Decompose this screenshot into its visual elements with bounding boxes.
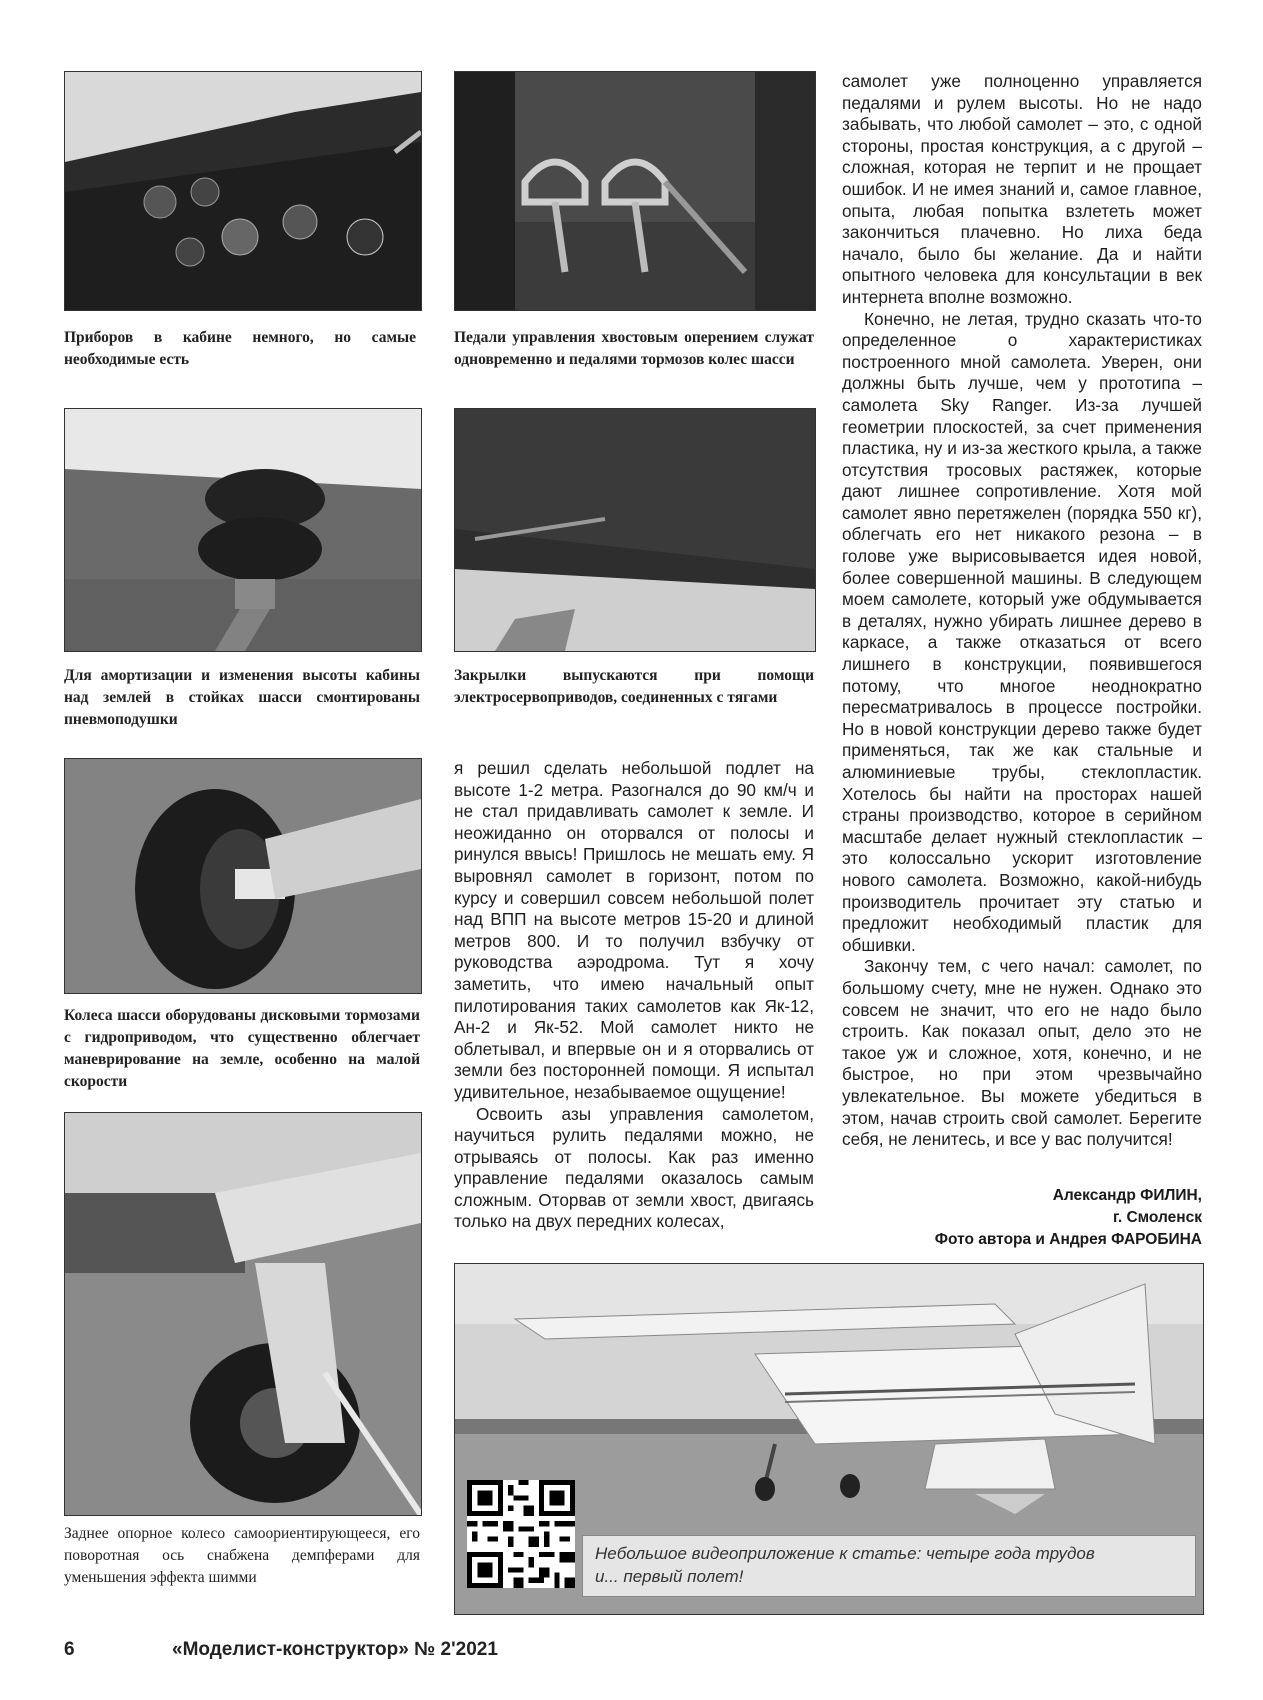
cockpit-instruments-illustration [65, 72, 421, 310]
flap-actuator-photo [454, 408, 816, 652]
tail-wheel-photo [64, 1112, 422, 1516]
rudder-pedals-caption: Педали управления хвостовым оперением служат одновременно и педалями тормозов колес шасси [454, 329, 814, 368]
pneumatic-cushion-caption: Для амортизации и изменения высоты кабины над землей в стойках шасси смонтированы пневмоподушки [64, 667, 420, 728]
main-wheel-photo [64, 758, 422, 994]
right-paragraph-1: самолет уже полноценно управляется педалями и рулем высоты. Но не надо забывать, что любой самолет – это, с одной стороны, простая конструкция, а с другой – сложная, которая не терпит и не прощает ошибок. И не имея знаний и, самое главное, опыта, любая попытка взлететь может закончиться плачевно. Но лиха беда начало, было бы желание. Да и найти опытного человека для консультации в век интернета вполне возможно. [842, 71, 1202, 307]
middle-paragraph-1: я решил сделать небольшой подлет на высоте 1-2 метра. Разогнался до 90 км/ч и не стал придавливать самолет к земле. И неожиданно он оторвался от полосы и ринулся ввысь! Пришлось не мешать ему. Я выровнял самолет в горизонт, потом по курсу и совершил совсем небольшой полет над ВПП на высоте метров 15-20 и длиной метров 800. И то получил взбучку от руководства аэродрома. Тут я хочу заметить, что имею начальный опыт пилотирования таких самолетов как Як-12, Ан-2 и Як-52. Мой самолет никто не облетывал, и впервые он и я оторвались от земли без посторонней помощи. Я испытал удивительное, незабываемое ощущение! [454, 758, 814, 1102]
tail-wheel-caption: Заднее опорное колесо самоориентирующееся, его поворотная ось снабжена демпферами для уменьшения эффекта шимми [64, 1525, 420, 1586]
cockpit-instruments-photo [64, 71, 422, 311]
flap-actuator-caption: Закрылки выпускаются при помощи электросервоприводов, соединенных с тягами [454, 667, 814, 706]
flap-actuator-illustration [455, 409, 815, 651]
video-caption: Небольшое видеоприложение к статье: четыре года трудов и... первый полет! [595, 1544, 1095, 1586]
right-paragraph-3: Закончу тем, с чего начал: самолет, по большому счету, мне не нужен. Однако это совсем не значит, что его не надо было строить. Как показал опыт, дело это не такое уж и сложное, хотя, конечно, и не быстрое, но при этом чрезвычайно увлекательное. Вы можете убедиться в этом, начав строить свой самолет. Берегите себя, не ленитесь, и все у вас получится! [842, 956, 1202, 1150]
page-number: 6 [64, 1639, 75, 1660]
cockpit-instruments-caption: Приборов в кабине немного, но самые необходимые есть [64, 329, 416, 368]
middle-column [454, 758, 814, 1233]
pneumatic-cushion-photo [64, 408, 422, 652]
qr-code-icon [467, 1480, 575, 1588]
main-wheel-caption: Колеса шасси оборудованы дисковыми тормозами с гидроприводом, что существенно облегчает маневрирование на земле, особенно на малой скорости [64, 1007, 420, 1090]
magazine-title: «Моделист-конструктор» № 2'2021 [172, 1639, 498, 1660]
signature-block [842, 1185, 1202, 1251]
photo-credit: Фото автора и Андрея ФАРОБИНА [934, 1231, 1202, 1248]
right-paragraph-2: Конечно, не летая, трудно сказать что-то определенное о характеристиках построенного мной самолета. Уверен, они должны быть лучше, чем у прототипа – самолета Sky Ranger. Из-за лучшей геометрии плоскостей, за счет применения пластика, ну и из-за жесткого крыла, а также отсутствия тросовых растяжек, которые дают лишнее сопротивление. Хотя мой самолет явно перетяжелен (порядка 550 кг), облегчать его нет никакого резона – в голове уже вырисовывается идея новой, более совершенной машины. В следующем моем самолете, который уже обдумывается в деталях, нужно убирать лишнее дерево в каркасе, а также отказаться от всего лишнего в конструкции, появившегося потому, что многое неоднократно пересматривалось в процессе постройки. Но в новой конструкции дерево также будет применяться, так же как стальные и алюминиевые трубы, стеклопластик. Хотелось бы найти на просторах нашей страны производство, которое в серийном масштабе делает нужный стеклопластик – это колоссально ускорит изготовление нового самолета. Возможно, какой-нибудь производитель прочитает эту статью и предложит необходимый пластик для обшивки. [842, 308, 1202, 955]
pneumatic-cushion-illustration [65, 409, 421, 651]
middle-paragraph-2: Освоить азы управления самолетом, научиться рулить педалями можно, не отрываясь от полосы. Как раз именно управление педалями оказалось самым сложным. Оторвав от земли хвост, двигаясь только на двух передних колесах, [454, 1103, 814, 1232]
main-wheel-illustration [65, 759, 421, 993]
rudder-pedals-illustration [455, 72, 815, 310]
right-column [842, 71, 1202, 1151]
qr-code[interactable] [467, 1480, 575, 1588]
tail-wheel-illustration [65, 1113, 421, 1515]
rudder-pedals-photo [454, 71, 816, 311]
video-caption-box [582, 1535, 1196, 1597]
author-city: г. Смоленск [1112, 1209, 1202, 1226]
author-name: Александр ФИЛИН, [1052, 1187, 1202, 1204]
